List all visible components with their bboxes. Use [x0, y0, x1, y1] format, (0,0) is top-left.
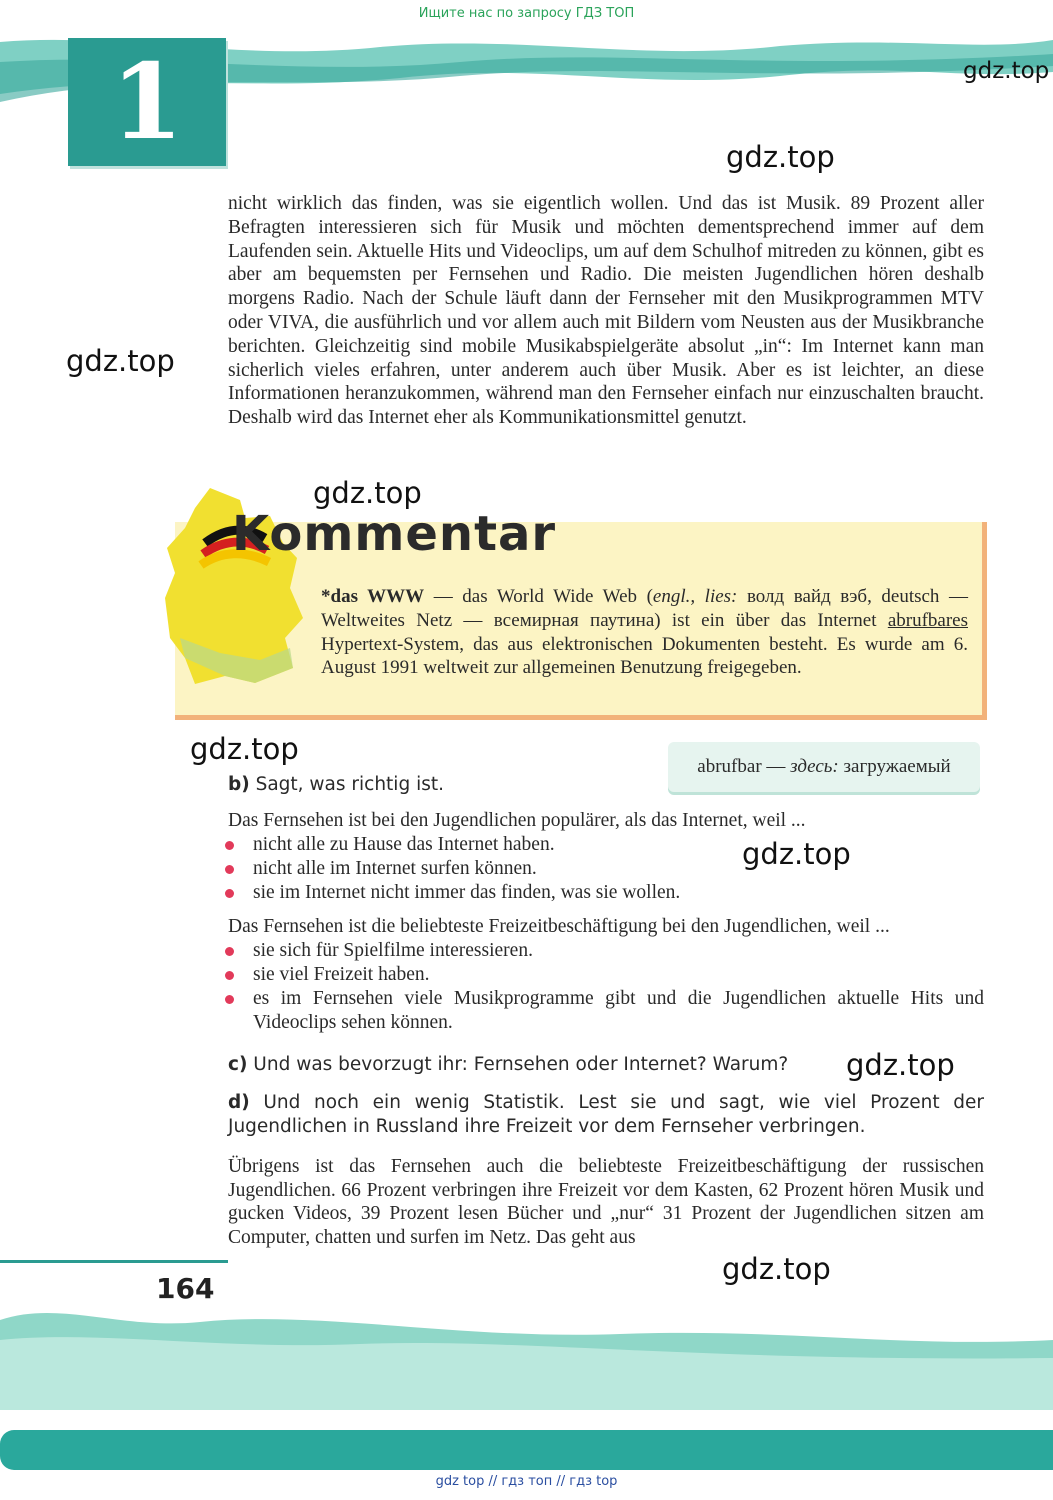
kommentar-text [321, 585, 968, 680]
note-word: abrufbar — [697, 756, 791, 777]
group1-lead: Das Fernsehen ist bei den Jugendlichen populärer, als das Internet, weil ... [228, 810, 806, 831]
task-label: c) [228, 1054, 248, 1075]
task-text: Sagt, was richtig ist. [249, 774, 444, 795]
list-item-text: sie im Internet nicht immer das finden, was sie wollen. [253, 882, 681, 903]
chapter-number-badge [68, 38, 226, 166]
footer-links[interactable]: gdz top // гдз топ // гдз top [435, 1474, 618, 1489]
kommentar-underlined-word: abrufbares [887, 609, 968, 631]
task-text: Und was bevorzugt ihr: Fernsehen oder Internet? Warum? [247, 1054, 789, 1075]
group1-list [228, 833, 984, 905]
watermark: gdz.top [742, 837, 851, 871]
watermark: gdz.top [66, 344, 175, 378]
final-paragraph: Übrigens ist das Fernsehen auch die beliebteste Freizeitbeschäftigung der russischen Jugendlichen. 66 Prozent verbringen ihre Freizeit vor dem Kasten, 62 Prozent hören Musik und gucken Videos, 39 Prozent lesen Bücher und „nur“ 31 Prozent der Jugendlichen sitzen am Computer, chatten und surfen im Netz. Das geht aus [228, 1156, 984, 1248]
watermark: gdz.top [963, 58, 1050, 84]
watermark: gdz.top [190, 732, 299, 766]
kommentar-term: *das WWW [321, 586, 425, 607]
kommentar-text-part: — das World Wide Web ( [424, 586, 653, 607]
list-item [228, 881, 984, 905]
page-number-rule [0, 1260, 228, 1263]
note-hint: здесь: [790, 756, 839, 777]
group2-lead: Das Fernsehen ist die beliebteste Freizeitbeschäftigung bei den Jugendlichen, weil ... [228, 916, 890, 937]
watermark: gdz.top [846, 1048, 955, 1082]
page-number: 164 [156, 1272, 215, 1305]
bottom-decor-band [0, 1300, 1053, 1410]
list-item-text: es im Fernsehen viele Musikprogramme gibt und die Jugendlichen aktuelle Hits und Videoclips sehen können. [253, 988, 984, 1033]
bullet-icon [225, 947, 234, 956]
note-translation: загружаемый [838, 756, 951, 777]
bullet-icon [225, 865, 234, 874]
chapter-number: 1 [110, 40, 184, 163]
bullet-icon [225, 995, 234, 1004]
bullet-icon [225, 889, 234, 898]
task-b [228, 773, 984, 797]
group2-list [228, 939, 984, 1035]
list-item-text: sie viel Freizeit haben. [253, 964, 430, 985]
kommentar-engl: engl., lies: [652, 586, 738, 607]
watermark: gdz.top [722, 1252, 831, 1286]
task-c [228, 1053, 984, 1077]
bullet-icon [225, 971, 234, 980]
list-item-text: nicht alle im Internet surfen können. [253, 858, 537, 879]
kommentar-text-part: волд вайд вэб, deutsch — Weltweites Netz — всемирная паутина) ist ein über das Internet [321, 586, 968, 631]
kommentar-title: Kommentar [232, 506, 557, 562]
footer-bar [0, 1430, 1053, 1470]
intro-paragraph: nicht wirklich das finden, was sie eigentlich wollen. Und das ist Musik. 89 Prozent aller Befragten interessieren sich für Musik und möchten dementsprechend immer auf dem Laufenden sein. Aktuelle Hits und Videoclips, um auf dem Schulhof mitreden zu können, gibt es aber am bequemsten per Fernsehen und Radio. Die meisten Jugendlichen hören deshalb morgens Radio. Nach der Schule läuft dann der Fernseher mit den Musikprogrammen MTV oder VIVA, die ausführlich und vor allem auch mit Bildern vom Neusten aus der Musikbranche berichten. Gleichzeitig sind mobile Musikabspielgeräte absolut „in“: Im Internet kann man sicherlich vieles erfahren, unter anderem auch über Musik. Aber es ist leichter, an diese Informationen heranzukommen, während man den Fernseher einfach nur einzuschalten braucht. Deshalb wird das Internet eher als Kommunikationsmittel genutzt. [228, 193, 984, 429]
watermark: gdz.top [726, 140, 835, 174]
list-item [228, 939, 984, 963]
task-label: b) [228, 774, 250, 795]
list-item [228, 963, 984, 987]
kommentar-text-part: Hypertext-System, das aus elektronischen Dokumenten besteht. Es wurde am 6. August 1991 weltweit zur allgemeinen Benutzung freigegeben. [321, 633, 968, 679]
list-item [228, 987, 984, 1035]
list-item-text: nicht alle zu Hause das Internet haben. [253, 834, 555, 855]
task-d [228, 1091, 984, 1138]
list-item [228, 833, 984, 857]
task-label: d) [228, 1092, 250, 1113]
list-item [228, 857, 984, 881]
watermark: gdz.top [313, 476, 422, 510]
top-search-hint[interactable]: Ищите нас по запросу ГДЗ ТОП [418, 6, 635, 21]
bullet-icon [225, 841, 234, 850]
task-text: Und noch ein wenig Statistik. Lest sie und sagt, wie viel Prozent der Jugendlichen in Russland ihre Freizeit vor dem Fernseher verbringen. [228, 1092, 984, 1137]
list-item-text: sie sich für Spielfilme interessieren. [253, 940, 533, 961]
